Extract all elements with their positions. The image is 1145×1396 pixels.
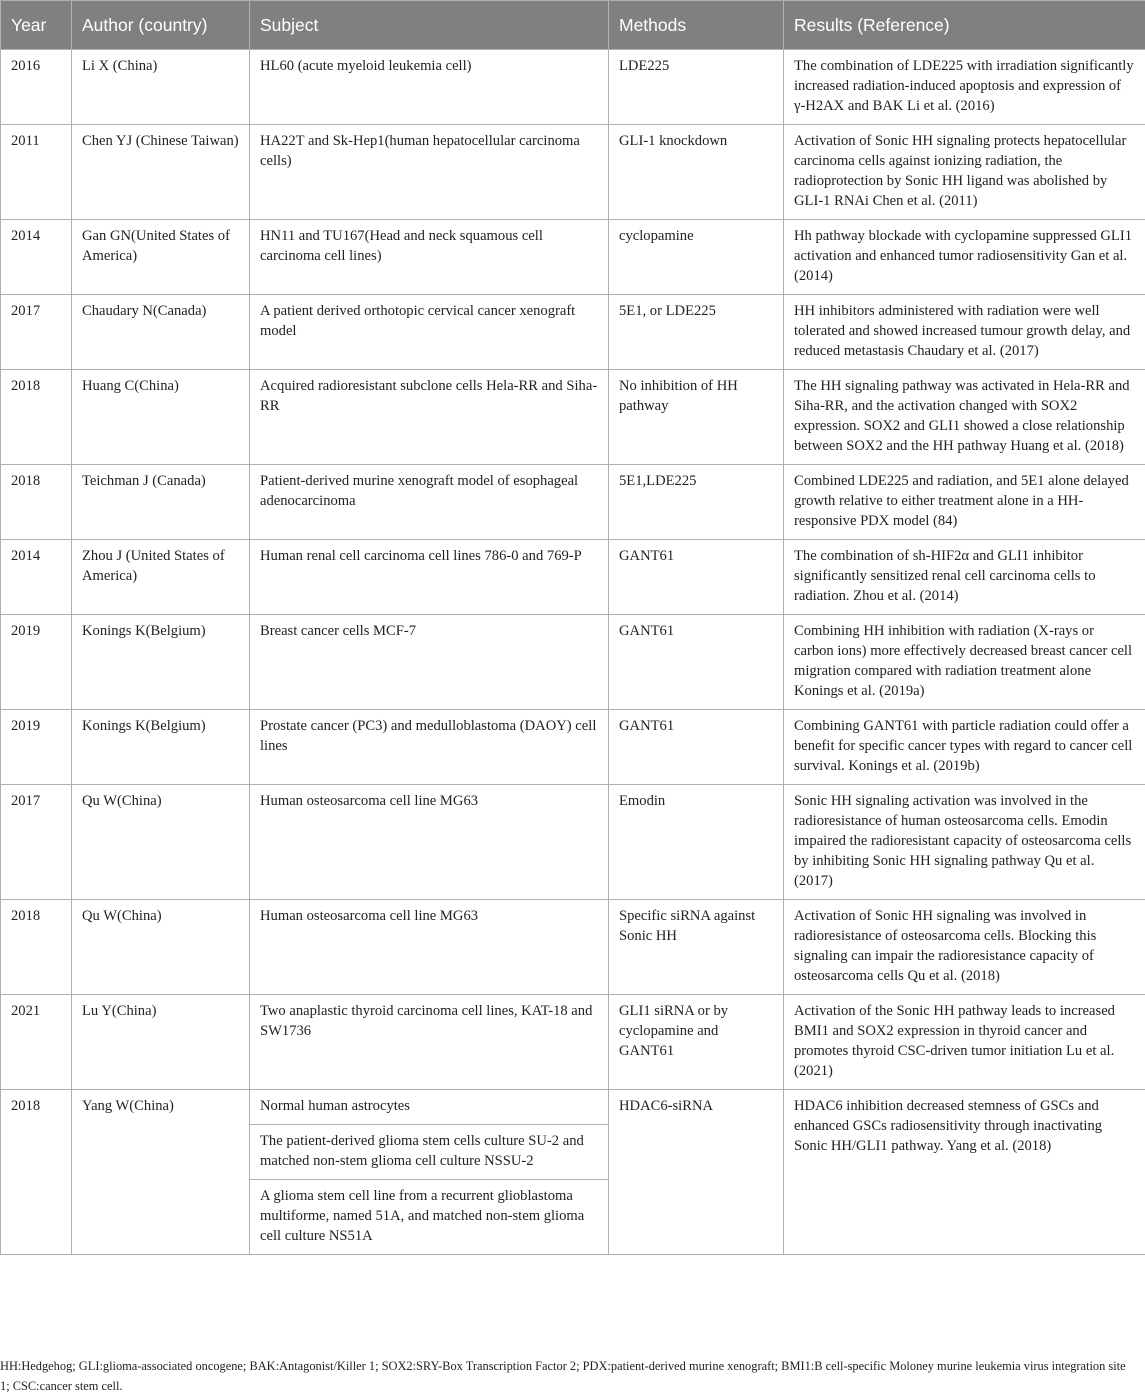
cell-year: 2021 [1, 995, 72, 1090]
cell-subject: HN11 and TU167(Head and neck squamous cell carcinoma cell lines) [250, 220, 609, 295]
cell-results: Activation of Sonic HH signaling protects hepatocellular carcinoma cells against ionizing radiation, the radioprotection by Sonic HH ligand was abolished by GLI-1 RNAi Chen et al. (2011) [784, 125, 1145, 220]
cell-subject: Human renal cell carcinoma cell lines 786-0 and 769-P [250, 540, 609, 615]
cell-results: Combining GANT61 with particle radiation could offer a benefit for specific cancer types with regard to cancer cell survival. Konings et al. (2019b) [784, 710, 1145, 785]
cell-methods: GLI-1 knockdown [609, 125, 784, 220]
cell-methods: GANT61 [609, 710, 784, 785]
cell-methods: cyclopamine [609, 220, 784, 295]
table-row [1, 785, 1145, 900]
cell-author: Li X (China) [72, 50, 250, 125]
cell-results: HDAC6 inhibition decreased stemness of GSCs and enhanced GSCs radiosensitivity through inactivating Sonic HH/GLI1 pathway. Yang et al. (2018) [784, 1090, 1145, 1255]
cell-author: Chen YJ (Chinese Taiwan) [72, 125, 250, 220]
cell-author: Huang C(China) [72, 370, 250, 465]
table-row [1, 900, 1145, 995]
table-row [1, 465, 1145, 540]
table-row [1, 220, 1145, 295]
cell-results: Combined LDE225 and radiation, and 5E1 alone delayed growth relative to either treatment alone in a HH-responsive PDX model (84) [784, 465, 1145, 540]
column-header-methods: Methods [609, 1, 784, 50]
cell-subject: Human osteosarcoma cell line MG63 [250, 900, 609, 995]
table-row [1, 540, 1145, 615]
cell-author: Chaudary N(Canada) [72, 295, 250, 370]
cell-year: 2018 [1, 465, 72, 540]
cell-methods: Emodin [609, 785, 784, 900]
cell-subject: A glioma stem cell line from a recurrent glioblastoma multiforme, named 51A, and matched non-stem glioma cell culture NS51A [250, 1180, 609, 1255]
cell-subject: Two anaplastic thyroid carcinoma cell lines, KAT-18 and SW1736 [250, 995, 609, 1090]
cell-results: Hh pathway blockade with cyclopamine suppressed GLI1 activation and enhanced tumor radiosensitivity Gan et al. (2014) [784, 220, 1145, 295]
cell-results: HH inhibitors administered with radiation were well tolerated and showed increased tumour growth delay, and reduced metastasis Chaudary et al. (2017) [784, 295, 1145, 370]
column-header-year: Year [1, 1, 72, 50]
cell-year: 2014 [1, 540, 72, 615]
cell-year: 2018 [1, 1090, 72, 1255]
cell-subject: A patient derived orthotopic cervical cancer xenograft model [250, 295, 609, 370]
table-row [1, 125, 1145, 220]
cell-subject: HA22T and Sk-Hep1(human hepatocellular carcinoma cells) [250, 125, 609, 220]
cell-year: 2018 [1, 370, 72, 465]
cell-methods: GLI1 siRNA or by cyclopamine and GANT61 [609, 995, 784, 1090]
table-row [1, 295, 1145, 370]
cell-year: 2018 [1, 900, 72, 995]
cell-results: The combination of sh-HIF2α and GLI1 inhibitor significantly sensitized renal cell carcinoma cells to radiation. Zhou et al. (2014) [784, 540, 1145, 615]
column-header-subject: Subject [250, 1, 609, 50]
cell-results: Activation of Sonic HH signaling was involved in radioresistance of osteosarcoma cells. Blocking this signaling can impair the radioresistance capacity of osteosarcoma cells Qu et al. (2018) [784, 900, 1145, 995]
table-row [1, 370, 1145, 465]
cell-author: Qu W(China) [72, 900, 250, 995]
cell-author: Qu W(China) [72, 785, 250, 900]
cell-author: Lu Y(China) [72, 995, 250, 1090]
cell-methods: LDE225 [609, 50, 784, 125]
cell-methods: 5E1, or LDE225 [609, 295, 784, 370]
cell-methods: 5E1,LDE225 [609, 465, 784, 540]
cell-year: 2019 [1, 615, 72, 710]
cell-author: Yang W(China) [72, 1090, 250, 1255]
table-footnote: HH:Hedgehog; GLI:glioma-associated oncogene; BAK:Antagonist/Killer 1; SOX2:SRY-Box Transcription Factor 2; PDX:patient-derived murine xenograft; BMI1:B cell-specific Moloney murine leukemia virus integration site 1; CSC:cancer stem cell. [0, 1356, 1135, 1396]
cell-subject: Prostate cancer (PC3) and medulloblastoma (DAOY) cell lines [250, 710, 609, 785]
cell-subject: Breast cancer cells MCF-7 [250, 615, 609, 710]
cell-author: Zhou J (United States of America) [72, 540, 250, 615]
cell-author: Konings K(Belgium) [72, 615, 250, 710]
cell-results: Sonic HH signaling activation was involved in the radioresistance of human osteosarcoma cells. Emodin impaired the radioresistant capacity of osteosarcoma cells by inhibiting Sonic HH signaling pathway Qu et al. (2017) [784, 785, 1145, 900]
cell-subject: HL60 (acute myeloid leukemia cell) [250, 50, 609, 125]
cell-subject: Human osteosarcoma cell line MG63 [250, 785, 609, 900]
cell-year: 2011 [1, 125, 72, 220]
cell-methods: HDAC6-siRNA [609, 1090, 784, 1255]
cell-author: Teichman J (Canada) [72, 465, 250, 540]
cell-year: 2016 [1, 50, 72, 125]
cell-subject: Acquired radioresistant subclone cells Hela-RR and Siha-RR [250, 370, 609, 465]
table-row [1, 615, 1145, 710]
cell-results: The combination of LDE225 with irradiation significantly increased radiation-induced apoptosis and expression of γ-H2AX and BAK Li et al. (2016) [784, 50, 1145, 125]
cell-methods: Specific siRNA against Sonic HH [609, 900, 784, 995]
cell-year: 2014 [1, 220, 72, 295]
cell-methods: No inhibition of HH pathway [609, 370, 784, 465]
cell-author: Konings K(Belgium) [72, 710, 250, 785]
table-row [1, 50, 1145, 125]
cell-year: 2017 [1, 295, 72, 370]
cell-methods: GANT61 [609, 540, 784, 615]
cell-results: The HH signaling pathway was activated in Hela-RR and Siha-RR, and the activation changed with SOX2 expression. SOX2 and GLI1 showed a close relationship between SOX2 and the HH pathway Huang et al. (2018) [784, 370, 1145, 465]
column-header-results: Results (Reference) [784, 1, 1145, 50]
table-row [1, 995, 1145, 1090]
cell-results: Activation of the Sonic HH pathway leads to increased BMI1 and SOX2 expression in thyroid cancer and promotes thyroid CSC-driven tumor initiation Lu et al. (2021) [784, 995, 1145, 1090]
table-header [1, 1, 1145, 50]
table-row [1, 710, 1145, 785]
column-header-author: Author (country) [72, 1, 250, 50]
cell-methods: GANT61 [609, 615, 784, 710]
table-row-multi [1, 1090, 1145, 1125]
cell-results: Combining HH inhibition with radiation (X-rays or carbon ions) more effectively decreased breast cancer cell migration compared with radiation treatment alone Konings et al. (2019a) [784, 615, 1145, 710]
cell-subject: The patient-derived glioma stem cells culture SU-2 and matched non-stem glioma cell culture NSSU-2 [250, 1125, 609, 1180]
table-body [1, 50, 1145, 1255]
cell-subject: Normal human astrocytes [250, 1090, 609, 1125]
cell-year: 2019 [1, 710, 72, 785]
header-row [1, 1, 1145, 50]
cell-year: 2017 [1, 785, 72, 900]
cell-author: Gan GN(United States of America) [72, 220, 250, 295]
cell-subject: Patient-derived murine xenograft model of esophageal adenocarcinoma [250, 465, 609, 540]
